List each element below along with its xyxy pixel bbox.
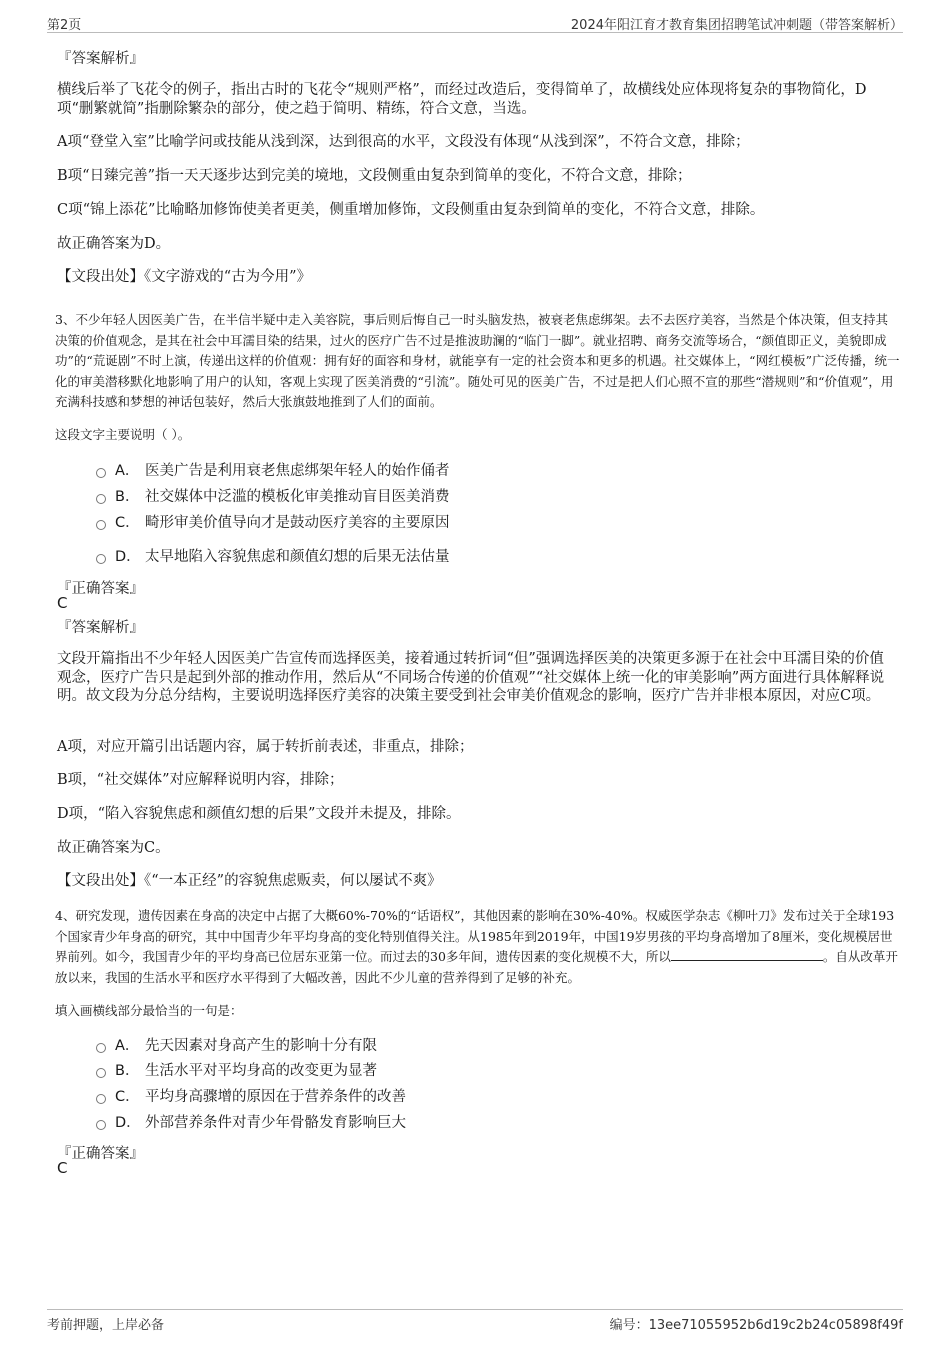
q2-analysis-text: 横线后举了飞花令的例子，指出古时的飞花令“规则严格”，而经过改造后，变得简单了，故横线处应体现将复杂的事物简化，D项“删繁就简”指删除繁杂的部分，使之趋于简明、精练，符合文意，当选。: [57, 82, 867, 117]
q4-option-c[interactable]: [96, 1087, 406, 1107]
q2-analysis-c: C项“锦上添花”比喻略加修饰使美者更美，侧重增加修饰，文段侧重由复杂到简单的变化，不符合文意，排除。: [57, 202, 765, 218]
q3-option-b[interactable]: [96, 487, 450, 507]
radio-icon[interactable]: [96, 1120, 106, 1130]
q2-conclusion: 故正确答案为D。: [57, 236, 171, 252]
option-text: 先天因素对身高产生的影响十分有限: [145, 1038, 377, 1054]
page-number: 第2页: [47, 18, 82, 33]
q4-stem: [55, 906, 900, 988]
option-letter: A．: [115, 1038, 140, 1054]
document-id: 编号：13ee71055952b6d19c2b24c05898f49f: [609, 1318, 903, 1333]
radio-icon[interactable]: [96, 554, 106, 564]
q4-option-d[interactable]: [96, 1113, 406, 1133]
fill-in-blank: [671, 948, 823, 961]
q3-analysis-d: D项，“陷入容貌焦虑和颜值幻想的后果”文段并未提及，排除。: [57, 806, 461, 822]
radio-icon[interactable]: [96, 494, 106, 504]
q3-option-c[interactable]: [96, 513, 450, 533]
q3-option-d[interactable]: [96, 547, 450, 567]
option-text: 医美广告是利用衰老焦虑绑架年轻人的始作俑者: [145, 463, 450, 479]
option-letter: C．: [115, 1089, 140, 1105]
document-title: 2024年阳江育才教育集团招聘笔试冲刺题（带答案解析）: [570, 18, 903, 33]
q3-analysis-text: 文段开篇指出不少年轻人因医美广告宣传而选择医美，接着通过转折词“但”强调选择医美的决策更多源于在社会中耳濡目染的价值观念，医疗广告只是起到外部的推动作用，然后从“不同场合传递的价值观”“社交媒体上统一化的审美影响”两方面进行具体解释说明。故文段为分总分结构，主要说明选择医疗美容的决策主要受到社会审美价值观念的影响，医疗广告并非根本原因，对应C项。: [57, 651, 885, 704]
option-letter: D．: [115, 1115, 141, 1131]
option-letter: B．: [115, 1063, 140, 1079]
q3-analysis-b: B项，“社交媒体”对应解释说明内容，排除；: [57, 772, 344, 788]
footer-slogan: 考前押题，上岸必备: [47, 1318, 165, 1333]
option-text: 太早地陷入容貌焦虑和颜值幻想的后果无法估量: [145, 549, 450, 565]
q4-answer: C: [57, 1159, 68, 1177]
q2-source: 【文段出处】《文字游戏的“古为今用”》: [57, 269, 312, 285]
q3-answer: C: [57, 594, 68, 612]
q3-conclusion: 故正确答案为C。: [57, 840, 170, 856]
header-divider: [47, 32, 903, 33]
footer-divider: [47, 1309, 903, 1310]
q4-answer-label: 『正确答案』: [57, 1146, 144, 1162]
option-text: 社交媒体中泛滥的模板化审美推动盲目医美消费: [145, 489, 450, 505]
q4-prompt: 填入画横线部分最恰当的一句是：: [55, 1003, 243, 1018]
radio-icon[interactable]: [96, 520, 106, 530]
option-letter: D．: [115, 549, 141, 565]
radio-icon[interactable]: [96, 1068, 106, 1078]
radio-icon[interactable]: [96, 1043, 106, 1053]
q4-option-a[interactable]: [96, 1036, 377, 1056]
q2-analysis-b: B项“日臻完善”指一天天逐步达到完美的境地，文段侧重由复杂到简单的变化，不符合文意，排除；: [57, 168, 692, 184]
q4-stem-before: 4、研究发现，遗传因素在身高的决定中占据了大概60%-70%的“话语权”，其他因素的影响在30%-40%。权威医学杂志《柳叶刀》发布过关于全球193个国家青少年身高的研究，其中中国青少年平均身高的变化特别值得关注。从1985年到2019年，中国19岁男孩的平均身高增加了8厘米，变化规模居世界前列。如今，我国青少年的平均身高已位居东亚第一位。而过去的30多年间，遗传因素的变化规模不大，所以: [55, 908, 895, 964]
q3-source: 【文段出处】《“一本正经”的容貌焦虑贩卖，何以屡试不爽》: [57, 873, 442, 889]
q3-answer-label: 『正确答案』: [57, 581, 144, 597]
q3-option-a[interactable]: [96, 461, 450, 481]
radio-icon[interactable]: [96, 468, 106, 478]
option-letter: B．: [115, 489, 140, 505]
option-text: 生活水平对平均身高的改变更为显著: [145, 1063, 377, 1079]
radio-icon[interactable]: [96, 1094, 106, 1104]
q3-prompt: 这段文字主要说明（ ）。: [55, 427, 191, 442]
option-text: 外部营养条件对青少年骨骼发育影响巨大: [145, 1115, 406, 1131]
q4-stem-after: 。自从改革开放以来，我国的生活水平和医疗水平得到了大幅改善，因此不少儿童的营养得到了足够的补充。: [55, 949, 898, 985]
q2-analysis-a: A项“登堂入室”比喻学问或技能从浅到深，达到很高的水平，文段没有体现“从浅到深”，不符合文意，排除；: [57, 134, 750, 150]
option-text: 平均身高骤增的原因在于营养条件的改善: [145, 1089, 406, 1105]
q2-analysis-label: 『答案解析』: [57, 51, 144, 67]
q3-analysis-label: 『答案解析』: [57, 620, 144, 636]
option-letter: A．: [115, 463, 140, 479]
option-letter: C．: [115, 515, 140, 531]
q3-analysis-a: A项，对应开篇引出话题内容，属于转折前表述，非重点，排除；: [57, 739, 474, 755]
option-text: 畸形审美价值导向才是鼓动医疗美容的主要原因: [145, 515, 450, 531]
q3-stem: 3、不少年轻人因医美广告，在半信半疑中走入美容院，事后则后悔自己一时头脑发热，被衰老焦虑绑架。去不去医疗美容，当然是个体决策，但支持其决策的价值观念，是其在社会中耳濡目染的结果，过火的医疗广告不过是推波助澜的“临门一脚”。就业招聘、商务交流等场合，“颜值即正义，美貌即成功”的“荒诞剧”不时上演，传递出这样的价值观：拥有好的面容和身材，就能享有一定的社会资本和更多的机遇。社交媒体上，“网红模板”广泛传播，统一化的审美潜移默化地影响了用户的认知，客观上实现了医美消费的“引流”。随处可见的医美广告，不过是把人们心照不宣的那些“潜规则”和“价值观”，用充满科技感和梦想的神话包装好，然后大张旗鼓地推到了人们的面前。: [55, 312, 900, 409]
q4-option-b[interactable]: [96, 1061, 377, 1081]
